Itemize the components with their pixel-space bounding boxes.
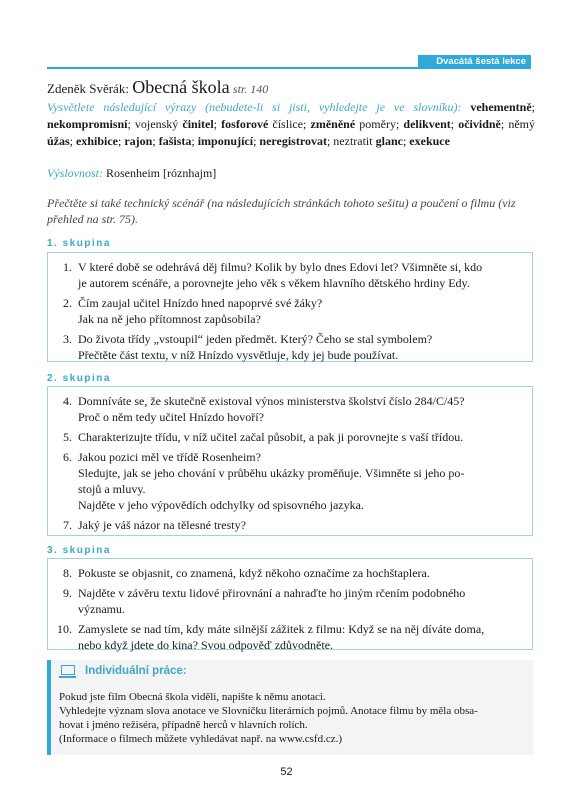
group-2-label: 2. skupina — [47, 373, 111, 384]
question-line: Zamyslete se nad tím, kdy máte silnější zážitek z filmu: Když se na něj díváte doma, — [78, 622, 485, 636]
vocab-term: rajon — [124, 134, 153, 148]
individual-work-heading — [61, 665, 187, 677]
vocab-text: ; — [531, 100, 535, 114]
question-line: Sledujte, jak se jeho chování v průběhu ukázky proměňuje. Všimněte si jeho po- — [78, 466, 465, 480]
reading-instruction: Přečtěte si také technický scénář (na následujících stránkách tohoto sešitu) a poučení o filmu (viz přehled na str. 75). — [47, 196, 516, 226]
question-item — [48, 259, 532, 291]
vocab-text: ; — [450, 117, 459, 131]
question-number: 7. — [63, 518, 72, 532]
vocab-text: ; — [152, 134, 159, 148]
group-2-box — [47, 386, 533, 536]
question-number: 2. — [63, 296, 72, 310]
question-item — [48, 449, 532, 513]
question-number: 9. — [63, 586, 72, 600]
group-3-questions — [48, 565, 532, 653]
question-line: Proč o něm tedy učitel Hnízdo hovoří? — [78, 410, 264, 424]
vocab-text: ; vojenský — [127, 117, 183, 131]
vocabulary-instruction: Vysvětlete následující výrazy (nebudete-li si jisti, vyhledejte je ve slovníku): — [47, 100, 462, 114]
group-2-questions — [48, 393, 532, 533]
question-line: stojů a mluvy. — [78, 482, 146, 496]
question-item — [48, 585, 532, 617]
vocab-text: ; — [118, 134, 125, 148]
question-item — [48, 517, 532, 533]
vocab-term: glanc — [375, 134, 403, 148]
question-number: 8. — [63, 566, 72, 580]
question-line: Do života třídy „vstoupil“ jeden předmět. Který? Čeho se stal symbolem? — [78, 332, 433, 346]
individual-line: hovat i jméno režiséra, případně herců v hlavních rolích. — [59, 719, 308, 731]
question-line: Domníváte se, že skutečně existoval výnos ministerstva školství číslo 284/C/45? — [78, 394, 465, 408]
question-number: 1. — [63, 260, 72, 274]
vocab-text: ; — [402, 134, 410, 148]
question-line: Najděte v závěru textu lidové přirovnání a nahraďte ho jiným rčením podobného — [78, 586, 466, 600]
individual-line: (Informace o filmech můžete vyhledávat např. na www.csfd.cz.) — [59, 733, 343, 745]
vocab-text: ; neztratit — [326, 134, 376, 148]
question-line: V které době se odehrává děj filmu? Kolik by bylo dnes Edovi let? Všimněte si, kdo — [78, 260, 483, 274]
vocab-term: delikvent — [403, 117, 451, 131]
computer-icon — [61, 665, 75, 675]
question-line: významu. — [78, 602, 125, 616]
vocab-term: exhibice — [76, 134, 119, 148]
vocab-text: ; — [253, 134, 260, 148]
group-1-label: 1. skupina — [47, 238, 111, 249]
vocab-term: fašista — [158, 134, 192, 148]
vocab-text: ; — [213, 117, 222, 131]
vocab-term: nekompromisní — [47, 117, 128, 131]
question-line: Charakterizujte třídu, v níž učitel začal působit, a pak ji porovnejte s vaší třídou. — [78, 430, 464, 444]
question-number: 6. — [63, 450, 72, 464]
group-3-label: 3. skupina — [47, 545, 111, 556]
work-name: Obecná škola — [132, 77, 230, 97]
vocab-text: poměry; — [355, 117, 404, 131]
vocab-text: ; — [69, 134, 77, 148]
vocab-term: změněné — [310, 117, 356, 131]
question-line: Přečtěte část textu, v níž Hnízdo vysvětluje, kdy jej bude používat. — [78, 348, 399, 362]
question-item — [48, 295, 532, 327]
individual-work-box — [47, 660, 533, 755]
group-1-questions — [48, 259, 532, 363]
question-item — [48, 565, 532, 581]
question-line: Jak na ně jeho přítomnost zapůsobila? — [78, 312, 261, 326]
question-line: nebo když jdete do kina? Svou odpověď zdůvodněte. — [78, 638, 334, 652]
pronunciation-text: Rosenheim [róznhajm] — [106, 166, 217, 180]
individual-work-title: Individuální práce: — [85, 665, 187, 677]
group-3-box — [47, 558, 533, 650]
vocab-term: úžas — [47, 134, 70, 148]
question-line: Pokuste se objasnit, co znamená, když někoho označíme za hochštaplera. — [78, 566, 430, 580]
group-1-box — [47, 252, 533, 362]
vocab-term: neregistrovat — [259, 134, 327, 148]
question-line: Jaký je váš názor na tělesné tresty? — [78, 518, 246, 532]
vocab-term: fosforové — [221, 117, 269, 131]
pronunciation — [47, 166, 216, 181]
page-reference: str. 140 — [232, 82, 269, 96]
vocab-text: ; němý — [500, 117, 536, 131]
question-line: je autorem scénáře, a porovnejte jeho věk s věkem hlavního dětského hrdiny Edy. — [78, 276, 470, 290]
individual-line: Pokud jste film Obecná škola viděli, napište k němu anotaci. — [59, 691, 326, 703]
question-number: 3. — [63, 332, 72, 346]
question-item — [48, 429, 532, 445]
vocab-term: vehementně — [470, 100, 532, 114]
pronunciation-label: Výslovnost: — [47, 166, 103, 180]
question-line: Čím zaujal učitel Hnízdo hned napoprvé své žáky? — [78, 296, 323, 310]
question-item — [48, 621, 532, 653]
lesson-header: Dvacátá šestá lekce — [418, 55, 531, 69]
question-line: Najděte v jeho výpovědích odchylky od spisovného jazyka. — [78, 498, 364, 512]
question-item — [48, 393, 532, 425]
question-line: Jakou pozici měl ve třídě Rosenheim? — [78, 450, 261, 464]
vocab-text: číslice; — [268, 117, 311, 131]
page-number: 52 — [280, 766, 293, 778]
vocab-term: exekuce — [409, 134, 450, 148]
vocab-term: činitel — [182, 117, 214, 131]
question-number: 4. — [63, 394, 72, 408]
work-title — [47, 77, 268, 98]
accent-stripe — [47, 660, 51, 755]
author: Zdeněk Svěrák: — [47, 81, 129, 96]
individual-work-text — [59, 690, 527, 746]
vocab-term: očividně — [458, 117, 501, 131]
question-number: 5. — [63, 430, 72, 444]
vocab-text: ; — [191, 134, 198, 148]
vocabulary-task — [47, 99, 535, 150]
individual-line: Vyhledejte význam slova anotace ve Slovníčku literárních pojmů. Anotace filmu by měla obsa- — [59, 705, 478, 717]
vocab-term: imponující — [197, 134, 254, 148]
question-number: 10. — [57, 622, 72, 636]
question-item — [48, 331, 532, 363]
